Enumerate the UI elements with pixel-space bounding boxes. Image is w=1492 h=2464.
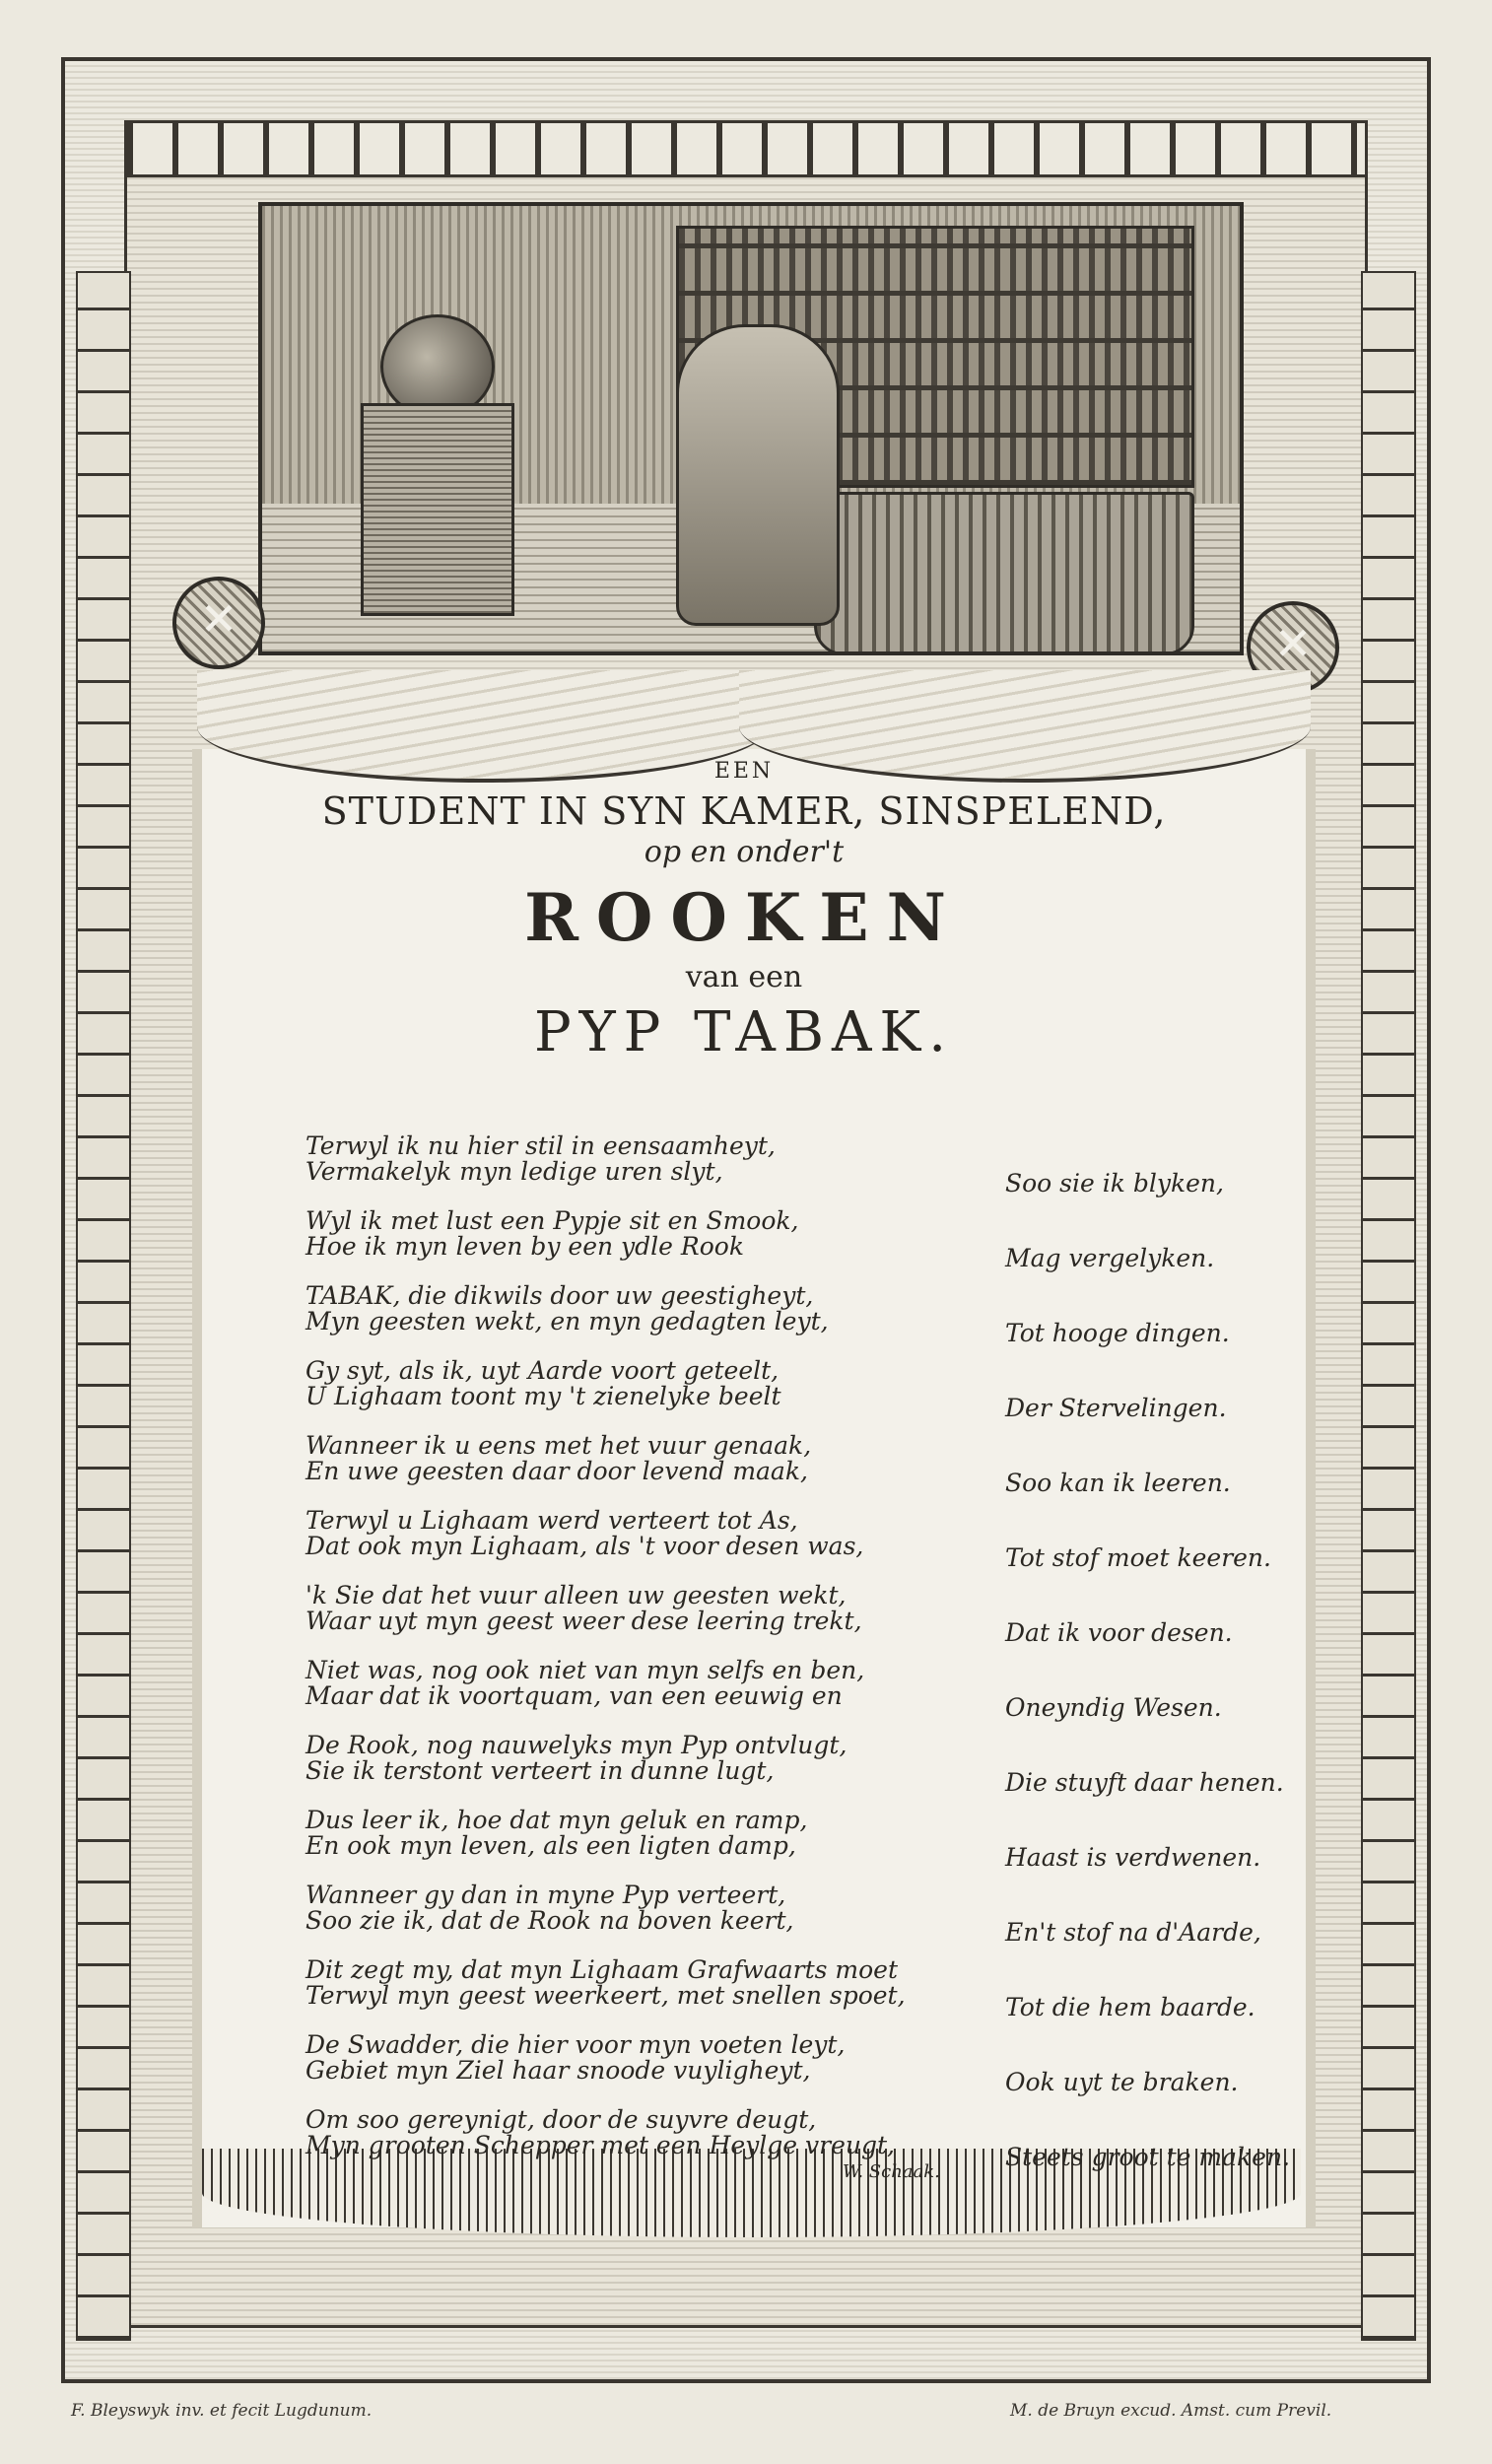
- poem-line: Vermakelyk myn ledige uren slyt,: [305, 1157, 723, 1186]
- poem-refrain: Dat ik voor desen.: [1005, 1618, 1233, 1647]
- poem-line: Sie ik terstont verteert in dunne lugt,: [305, 1756, 775, 1785]
- seated-student-figure: [676, 324, 840, 626]
- poem-line: Niet was, nog ook niet van myn selfs en ben,: [305, 1656, 865, 1684]
- poem-line: Terwyl myn geest weerkeert, met snellen spoet,: [305, 1981, 906, 2010]
- poem-stanza: [305, 1433, 1291, 1508]
- poem-line: Wanneer ik u eens met het vuur genaak,: [305, 1431, 812, 1460]
- poem-refrain: Oneyndig Wesen.: [1005, 1693, 1222, 1722]
- poem-stanza: [305, 1583, 1291, 1658]
- poem-refrain: Steets groot te maken.: [1005, 2143, 1291, 2171]
- draped-table: [814, 492, 1194, 655]
- title-een: EEN: [713, 759, 775, 784]
- poem-line: Myn grooten Schepper met een Heylge vreugt,: [305, 2131, 895, 2159]
- poem-line: En ook myn leven, als een ligten damp,: [305, 1831, 796, 1860]
- poem-stanza: [305, 2032, 1291, 2107]
- poem-line: Soo zie ik, dat de Rook na boven keert,: [305, 1906, 794, 1935]
- poem-stanza: [305, 1208, 1291, 1283]
- poem-line: Waar uyt myn geest weer dese leering trekt,: [305, 1607, 862, 1635]
- poem-refrain: Die stuyft daar henen.: [1005, 1768, 1284, 1797]
- credit-right: M. de Bruyn excud. Amst. cum Previl.: [1010, 2401, 1332, 2421]
- poem-refrain: En't stof na d'Aarde,: [1005, 1918, 1261, 1947]
- poem-line: Dit zegt my, dat myn Lighaam Grafwaarts moet: [305, 1955, 899, 1984]
- poem-line: Wanneer gy dan in myne Pyp verteert,: [305, 1881, 786, 1909]
- poem-stanza: [305, 1658, 1291, 1733]
- right-pilaster: [1361, 271, 1416, 2341]
- poem-stanza: [305, 1882, 1291, 1957]
- title-pyp-tabak: PYP TABAK.: [533, 1000, 955, 1064]
- left-cartouche-icon: [172, 577, 265, 669]
- title-block: [217, 759, 1271, 1064]
- dentil-cornice: [127, 123, 1365, 177]
- poem-stanza: [305, 1358, 1291, 1433]
- poem-line: 'k Sie dat het vuur alleen uw geesten wekt,: [305, 1581, 847, 1609]
- study-room-illustration: [258, 202, 1244, 655]
- poem-line: TABAK, die dikwils door uw geestigheyt,: [305, 1281, 814, 1310]
- poem-line: De Rook, nog nauwelyks myn Pyp ontvlugt,: [305, 1731, 848, 1759]
- pedestal: [361, 403, 514, 616]
- poem-line: Dat ook myn Lighaam, als 't voor desen was,: [305, 1532, 864, 1560]
- poem-line: Dus leer ik, hoe dat myn geluk en ramp,: [305, 1806, 808, 1834]
- poem-refrain: Haast is verdwenen.: [1005, 1843, 1261, 1872]
- poem-line: Terwyl ik nu hier stil in eensaamheyt,: [305, 1131, 776, 1160]
- title-rooken: ROOKEN: [524, 879, 964, 956]
- title-van-een: van een: [685, 960, 803, 994]
- title-op-line: op en onder't: [644, 835, 845, 869]
- poem-line: Terwyl u Lighaam werd verteert tot As,: [305, 1506, 798, 1535]
- poem-line: Gebiet myn Ziel haar snoode vuyligheyt,: [305, 2056, 811, 2085]
- poem-line: U Lighaam toont my 't zienelyke beelt: [305, 1382, 781, 1410]
- poem-stanza: [305, 1733, 1291, 1808]
- poem-stanza: [305, 1808, 1291, 1882]
- poem-line: Om soo gereynigt, door de suyvre deugt,: [305, 2105, 817, 2134]
- poem: [305, 1133, 1291, 2182]
- poem-refrain: Soo kan ik leeren.: [1005, 1469, 1231, 1497]
- poem-stanza: [305, 1133, 1291, 1208]
- poem-refrain: Soo sie ik blyken,: [1005, 1169, 1224, 1198]
- poem-line: En uwe geesten daar door levend maak,: [305, 1457, 808, 1485]
- credit-left: F. Bleyswyk inv. et fecit Lugdunum.: [71, 2401, 373, 2421]
- poem-stanza: [305, 2107, 1291, 2182]
- poem-stanza: [305, 1283, 1291, 1358]
- poem-refrain: Mag vergelyken.: [1005, 1244, 1215, 1272]
- left-pilaster: [76, 271, 131, 2341]
- poem-line: Wyl ik met lust een Pypje sit en Smook,: [305, 1206, 799, 1235]
- poem-stanza: [305, 1957, 1291, 2032]
- poem-line: De Swadder, die hier voor myn voeten leyt,: [305, 2030, 846, 2059]
- poem-refrain: Tot hooge dingen.: [1005, 1319, 1230, 1347]
- poem-line: Maar dat ik voortquam, van een eeuwig en: [305, 1681, 843, 1710]
- poet-signature: W. Schaak.: [843, 2161, 940, 2182]
- poem-line: Hoe ik myn leven by een ydle Rook: [305, 1232, 744, 1261]
- poem-refrain: Tot stof moet keeren.: [1005, 1543, 1271, 1572]
- poem-line: Myn geesten wekt, en myn gedagten leyt,: [305, 1307, 829, 1335]
- poem-refrain: Tot die hem baarde.: [1005, 1993, 1255, 2021]
- poem-line: Gy syt, als ik, uyt Aarde voort geteelt,: [305, 1356, 780, 1385]
- poem-stanza: [305, 1508, 1291, 1583]
- poem-refrain: Der Stervelingen.: [1005, 1394, 1227, 1422]
- title-student-line: STUDENT IN SYN KAMER, SINSPELEND,: [321, 789, 1167, 833]
- poem-refrain: Ook uyt te braken.: [1005, 2068, 1239, 2096]
